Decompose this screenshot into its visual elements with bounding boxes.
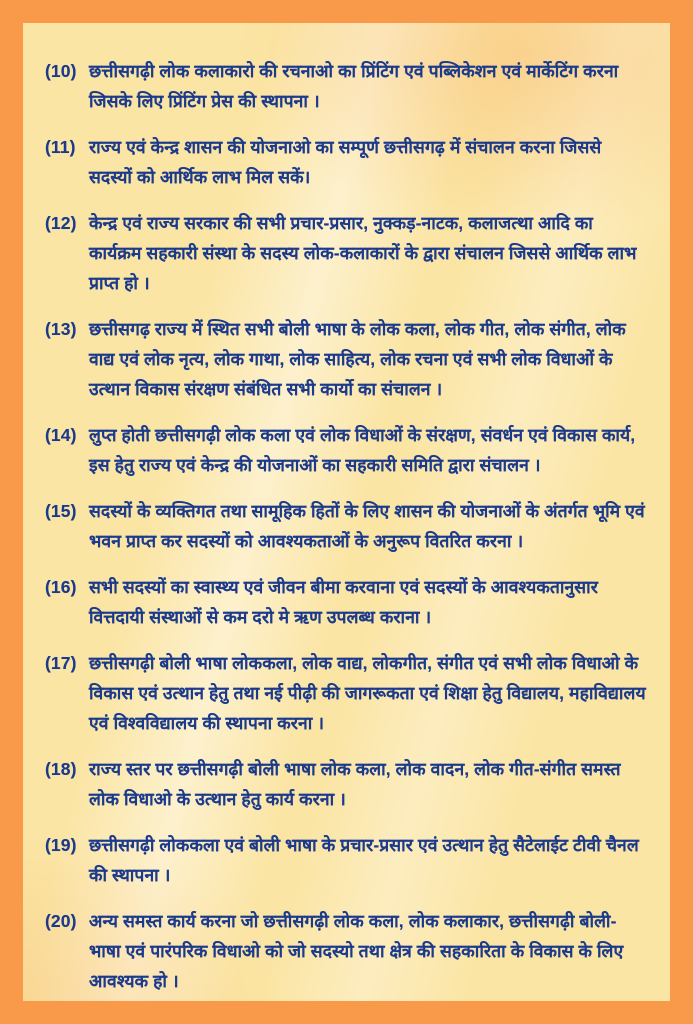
list-item — [45, 208, 652, 298]
list-item — [45, 648, 652, 738]
item-text: अन्य समस्त कार्य करना जो छत्तीसगढ़ी लोक कला, लोक कलाकार, छत्तीसगढ़ी बोली-भाषा एवं पारंपरिक विधाओ को जो सदस्यो तथा क्षेत्र की सहकारिता के विकास के लिए आवश्यक हो । — [89, 911, 624, 991]
item-number: (20) — [45, 911, 77, 931]
list-item — [45, 830, 652, 890]
list-item — [45, 496, 652, 556]
item-number: (17) — [45, 653, 77, 673]
list-item — [45, 420, 652, 480]
list-item — [45, 56, 652, 116]
item-number: (13) — [45, 319, 77, 339]
item-number: (14) — [45, 425, 77, 445]
list-item — [45, 314, 652, 404]
item-number: (10) — [45, 61, 77, 81]
item-text: राज्य एवं केन्द्र शासन की योजनाओ का सम्पूर्ण छत्तीसगढ़ में संचालन करना जिससे सदस्यों को आर्थिक लाभ मिल सकें। — [89, 137, 602, 187]
item-text: सदस्यों के व्यक्तिगत तथा सामूहिक हितों के लिए शासन की योजनाओं के अंतर्गत भूमि एवं भवन प्राप्त कर सदस्यों को आवश्यकताओं के अनुरूप वितरित करना । — [89, 501, 645, 551]
item-text: छत्तीसगढ़ी बोली भाषा लोककला, लोक वाद्य, लोकगीत, संगीत एवं सभी लोक विधाओ के विकास एवं उत्थान हेतु तथा नई पीढ़ी की जागरूकता एवं शिक्षा हेतु विद्यालय, महाविद्यालय एवं विश्वविद्यालय की स्थापना करना । — [89, 653, 646, 733]
item-text: राज्य स्तर पर छत्तीसगढ़ी बोली भाषा लोक कला, लोक वादन, लोक गीत-संगीत समस्त लोक विधाओ के उत्थान हेतु कार्य करना । — [89, 759, 621, 809]
item-text: छत्तीसगढ़ी लोक कलाकारो की रचनाओ का प्रिंटिंग एवं पब्लिकेशन एवं मार्केटिंग करना जिसके लिए प्रिंटिंग प्रेस की स्थापना । — [89, 61, 619, 111]
item-number: (19) — [45, 835, 77, 855]
document-page — [23, 23, 670, 1001]
item-text: केन्द्र एवं राज्य सरकार की सभी प्रचार-प्रसार, नुक्कड़-नाटक, कलाजत्था आदि का कार्यक्रम सहकारी संस्था के सदस्य लोक-कलाकारों के द्वारा संचालन जिससे आर्थिक लाभ प्राप्त हो । — [89, 213, 637, 293]
list-item — [45, 754, 652, 814]
item-text: सभी सदस्यों का स्वास्थ्य एवं जीवन बीमा करवाना एवं सदस्यों के आवश्यकतानुसार वित्तदायी संस्थाओं से कम दरो मे ऋण उपलब्ध कराना । — [89, 577, 599, 627]
clause-list — [45, 56, 652, 996]
item-number: (12) — [45, 213, 77, 233]
list-item — [45, 132, 652, 192]
item-number: (18) — [45, 759, 77, 779]
item-text: छत्तीसगढ़ राज्य में स्थित सभी बोली भाषा के लोक कला, लोक गीत, लोक संगीत, लोक वाद्य एवं लोक नृत्य, लोक गाथा, लोक साहित्य, लोक रचना एवं सभी लोक विधाओं के उत्थान विकास संरक्षण संबंधित सभी कार्यो का संचालन । — [89, 319, 626, 399]
item-text: छत्तीसगढ़ी लोककला एवं बोली भाषा के प्रचार-प्रसार एवं उत्थान हेतु सैटेलाईट टीवी चैनल की स्थापना । — [89, 835, 639, 885]
item-number: (15) — [45, 501, 77, 521]
item-text: लुप्त होती छत्तीसगढ़ी लोक कला एवं लोक विधाओं के संरक्षण, संवर्धन एवं विकास कार्य, इस हेतु राज्य एवं केन्द्र की योजनाओं का सहकारी समिति द्वारा संचालन । — [89, 425, 636, 475]
list-item — [45, 906, 652, 996]
list-item — [45, 572, 652, 632]
item-number: (11) — [45, 137, 76, 157]
item-number: (16) — [45, 577, 77, 597]
